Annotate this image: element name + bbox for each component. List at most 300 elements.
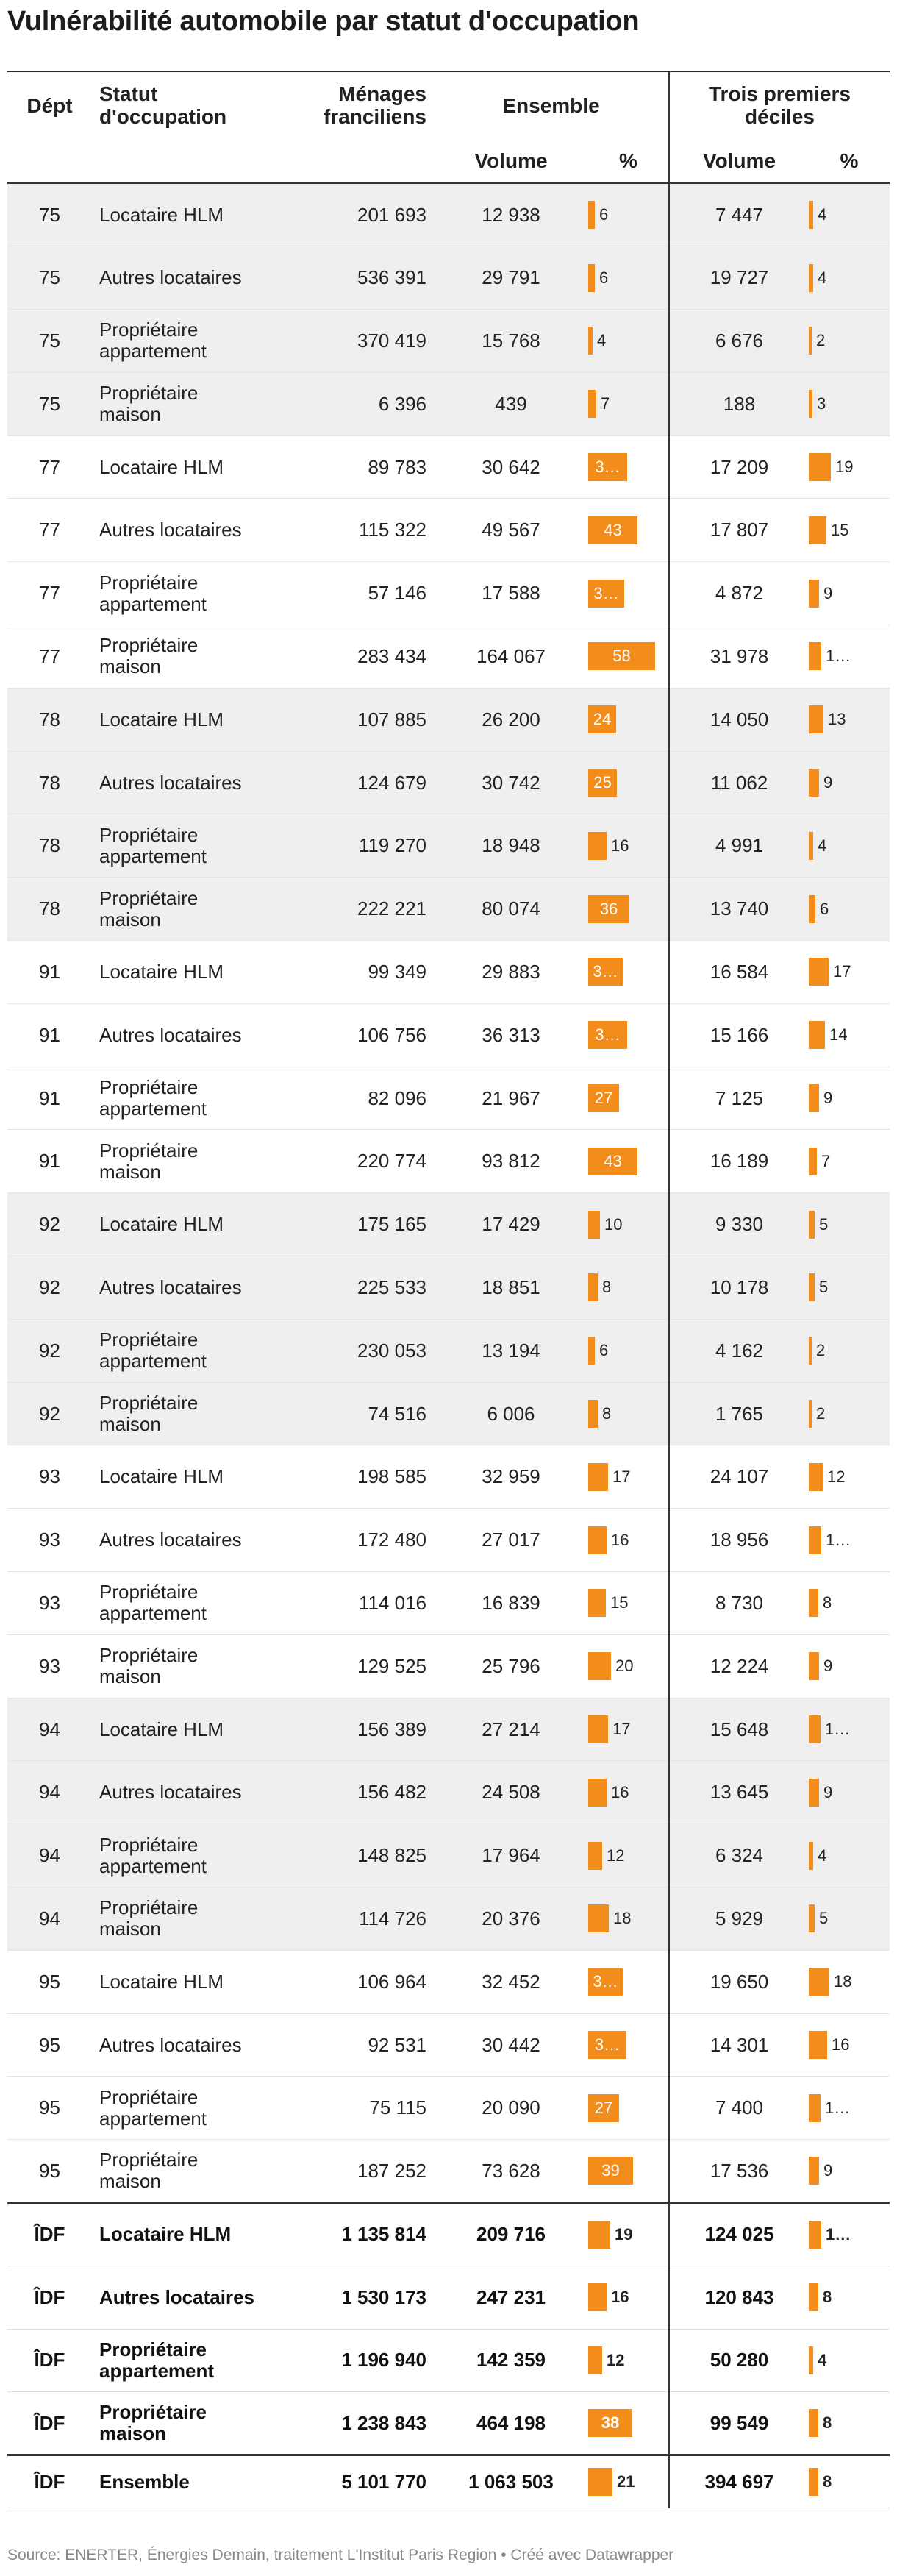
ensemble-volume-cell: 27 017 [434, 1509, 588, 1572]
dept-cell: 78 [7, 688, 92, 751]
deciles-volume-cell: 7 125 [669, 1067, 809, 1130]
table-row [7, 1130, 890, 1193]
dept-cell: 95 [7, 2077, 92, 2140]
deciles-bar [809, 958, 829, 986]
menages-cell: 119 270 [265, 814, 434, 878]
ensemble-bar-track [588, 1337, 664, 1365]
table-body [7, 183, 890, 2203]
chart-title: Vulnérabilité automobile par statut d'occupation [7, 6, 640, 37]
header-blank-1 [7, 138, 92, 183]
ensemble-bar [588, 264, 595, 292]
menages-cell: 6 396 [265, 372, 434, 435]
status-cell: Propriétaire maison [92, 1634, 265, 1698]
ensemble-bar [588, 2283, 607, 2311]
status-cell: Autres locataires [92, 1003, 265, 1067]
dept-cell: 94 [7, 1887, 92, 1951]
deciles-bar-track [809, 2031, 885, 2059]
deciles-pct-cell [809, 2013, 890, 2077]
deciles-volume-cell: 5 929 [669, 1887, 809, 1951]
ensemble-volume-cell: 36 313 [434, 1003, 588, 1067]
ensemble-bar-label: 3… [593, 583, 619, 602]
deciles-pct-cell [809, 878, 890, 941]
menages-cell: 156 389 [265, 1698, 434, 1761]
status-cell: Propriétaire appartement [92, 310, 265, 373]
table-row [7, 1698, 890, 1761]
menages-cell: 175 165 [265, 1193, 434, 1256]
ensemble-bar-track [588, 642, 664, 670]
dept-cell: 75 [7, 372, 92, 435]
deciles-pct-cell [809, 246, 890, 310]
ensemble-volume-cell: 30 642 [434, 435, 588, 499]
deciles-volume-cell: 394 697 [669, 2455, 809, 2508]
deciles-bar [809, 264, 813, 292]
header-dec-percent: % [809, 138, 890, 183]
status-cell: Propriétaire maison [92, 878, 265, 941]
ensemble-volume-cell: 18 948 [434, 814, 588, 878]
deciles-volume-cell: 11 062 [669, 751, 809, 814]
deciles-bar-label: 1… [826, 2224, 851, 2244]
menages-cell: 1 530 173 [265, 2266, 434, 2329]
ensemble-volume-cell: 17 588 [434, 562, 588, 625]
dept-cell: ÎDF [7, 2392, 92, 2455]
deciles-bar [809, 1273, 815, 1301]
ensemble-volume-cell: 18 851 [434, 1256, 588, 1320]
dept-cell: 93 [7, 1572, 92, 1635]
menages-cell: 283 434 [265, 625, 434, 689]
ensemble-bar-label: 6 [599, 268, 609, 287]
deciles-bar-track [809, 895, 885, 923]
dept-cell: ÎDF [7, 2266, 92, 2329]
table-row [7, 2392, 890, 2455]
ensemble-pct-cell [588, 1887, 669, 1951]
ensemble-bar-track [588, 1715, 664, 1743]
deciles-volume-cell: 15 166 [669, 1003, 809, 1067]
dept-cell: 91 [7, 941, 92, 1004]
ensemble-bar-track [588, 2346, 664, 2374]
deciles-volume-cell: 9 330 [669, 1193, 809, 1256]
ensemble-bar [588, 1652, 611, 1680]
header-ensemble: Ensemble [434, 71, 669, 138]
ensemble-bar-label: 10 [604, 1214, 623, 1234]
ensemble-bar-track [588, 1779, 664, 1807]
deciles-volume-cell: 7 400 [669, 2077, 809, 2140]
deciles-bar-track [809, 1084, 885, 1112]
table-row [7, 562, 890, 625]
deciles-bar [809, 1337, 812, 1365]
ensemble-bar [588, 1779, 607, 1807]
deciles-bar-track [809, 2094, 885, 2122]
dept-cell: 95 [7, 1950, 92, 2013]
deciles-bar-label: 4 [818, 205, 827, 224]
table-row [7, 2077, 890, 2140]
deciles-bar-label: 4 [818, 2350, 827, 2369]
deciles-pct-cell [809, 1509, 890, 1572]
menages-cell: 148 825 [265, 1824, 434, 1887]
deciles-volume-cell: 14 050 [669, 688, 809, 751]
ensemble-bar-track [588, 390, 664, 418]
ensemble-pct-cell [588, 1003, 669, 1067]
deciles-volume-cell: 99 549 [669, 2392, 809, 2455]
ensemble-pct-cell [588, 1256, 669, 1320]
ensemble-volume-cell: 25 796 [434, 1634, 588, 1698]
menages-cell: 75 115 [265, 2077, 434, 2140]
menages-cell: 92 531 [265, 2013, 434, 2077]
menages-cell: 536 391 [265, 246, 434, 310]
ensemble-bar [588, 327, 593, 355]
deciles-volume-cell: 4 162 [669, 1319, 809, 1382]
deciles-bar [809, 580, 819, 608]
ensemble-pct-cell [588, 2455, 669, 2508]
ensemble-pct-cell [588, 499, 669, 562]
deciles-pct-cell [809, 1698, 890, 1761]
ensemble-pct-cell [588, 1130, 669, 1193]
dept-cell: ÎDF [7, 2329, 92, 2392]
ensemble-pct-cell [588, 246, 669, 310]
deciles-bar [809, 1400, 812, 1428]
deciles-bar-label: 5 [819, 1214, 829, 1234]
menages-cell: 106 756 [265, 1003, 434, 1067]
menages-cell: 114 726 [265, 1887, 434, 1951]
menages-cell: 99 349 [265, 941, 434, 1004]
deciles-bar [809, 769, 819, 797]
status-cell: Autres locataires [92, 499, 265, 562]
deciles-bar-track [809, 1589, 885, 1617]
status-cell: Locataire HLM [92, 1445, 265, 1509]
deciles-bar-label: 2 [816, 331, 826, 350]
deciles-volume-cell: 17 807 [669, 499, 809, 562]
deciles-volume-cell: 124 025 [669, 2203, 809, 2266]
deciles-pct-cell [809, 814, 890, 878]
ensemble-bar [588, 2221, 610, 2249]
dept-cell: 93 [7, 1445, 92, 1509]
deciles-pct-cell [809, 1887, 890, 1951]
deciles-pct-cell [809, 1445, 890, 1509]
deciles-bar-track [809, 1904, 885, 1932]
ensemble-pct-cell [588, 1824, 669, 1887]
ensemble-volume-cell: 32 452 [434, 1950, 588, 2013]
ensemble-bar-label: 3… [595, 458, 621, 477]
deciles-bar-label: 9 [823, 1782, 833, 1801]
menages-cell: 1 196 940 [265, 2329, 434, 2392]
deciles-volume-cell: 4 991 [669, 814, 809, 878]
ensemble-volume-cell: 30 442 [434, 2013, 588, 2077]
ensemble-bar-track [588, 1652, 664, 1680]
deciles-bar [809, 516, 826, 544]
ensemble-bar-label: 58 [612, 647, 631, 666]
ensemble-volume-cell: 12 938 [434, 183, 588, 246]
ensemble-bar [588, 832, 607, 860]
deciles-bar-track [809, 453, 885, 481]
deciles-bar-track [809, 327, 885, 355]
deciles-volume-cell: 8 730 [669, 1572, 809, 1635]
ensemble-bar-label: 27 [594, 2098, 613, 2117]
deciles-bar [809, 2157, 819, 2185]
deciles-volume-cell: 19 727 [669, 246, 809, 310]
deciles-bar-track [809, 1842, 885, 1870]
deciles-bar-label: 7 [821, 1151, 831, 1170]
deciles-bar-label: 9 [823, 773, 833, 792]
deciles-pct-cell [809, 1382, 890, 1445]
table-row [7, 2140, 890, 2203]
ensemble-bar [588, 1589, 606, 1617]
ensemble-volume-cell: 20 376 [434, 1887, 588, 1951]
deciles-bar-track [809, 1652, 885, 1680]
deciles-bar [809, 1211, 815, 1239]
table-row [7, 1319, 890, 1382]
deciles-bar-label: 1… [825, 1720, 851, 1739]
source-note: Source: ENERTER, Énergies Demain, traitement L'Institut Paris Region • Créé avec Datawrapper [7, 2547, 674, 2563]
deciles-bar [809, 2468, 818, 2496]
ensemble-bar-label: 25 [593, 773, 612, 792]
ensemble-bar [588, 1273, 598, 1301]
deciles-bar-track [809, 264, 885, 292]
ensemble-volume-cell: 73 628 [434, 2140, 588, 2203]
deciles-bar-label: 4 [818, 1846, 827, 1865]
deciles-bar [809, 642, 821, 670]
deciles-pct-cell [809, 1193, 890, 1256]
table-row [7, 1761, 890, 1824]
menages-cell: 370 419 [265, 310, 434, 373]
deciles-bar-track [809, 2283, 885, 2311]
deciles-bar [809, 2346, 813, 2374]
ensemble-bar-label: 6 [599, 205, 609, 224]
status-cell: Propriétaire appartement [92, 814, 265, 878]
header-ens-percent: % [588, 138, 669, 183]
header-blank-3 [265, 138, 434, 183]
deciles-bar [809, 1652, 819, 1680]
deciles-bar-label: 18 [834, 1972, 852, 1991]
ensemble-bar-label: 12 [607, 1846, 625, 1865]
status-cell: Ensemble [92, 2455, 265, 2508]
deciles-pct-cell [809, 688, 890, 751]
deciles-bar-label: 19 [835, 458, 854, 477]
ensemble-pct-cell [588, 1572, 669, 1635]
deciles-bar-label: 8 [823, 1593, 832, 1612]
deciles-bar-track [809, 516, 885, 544]
ensemble-bar-track [588, 516, 664, 544]
deciles-bar-track [809, 2409, 885, 2437]
ensemble-volume-cell: 17 964 [434, 1824, 588, 1887]
dept-cell: 91 [7, 1067, 92, 1130]
deciles-bar-label: 16 [832, 2035, 850, 2054]
deciles-bar [809, 2221, 821, 2249]
menages-cell: 1 238 843 [265, 2392, 434, 2455]
deciles-bar-track [809, 580, 885, 608]
deciles-bar-track [809, 1211, 885, 1239]
ensemble-bar-track [588, 1148, 664, 1175]
dept-cell: 93 [7, 1634, 92, 1698]
menages-cell: 198 585 [265, 1445, 434, 1509]
deciles-bar-track [809, 2157, 885, 2185]
ensemble-bar-track [588, 958, 664, 986]
ensemble-bar-track [588, 1463, 664, 1491]
ensemble-bar-label: 38 [601, 2413, 620, 2433]
dept-cell: ÎDF [7, 2203, 92, 2266]
ensemble-bar-label: 39 [601, 2161, 620, 2180]
deciles-volume-cell: 13 740 [669, 878, 809, 941]
status-cell: Autres locataires [92, 1761, 265, 1824]
ensemble-bar-track [588, 580, 664, 608]
ensemble-pct-cell [588, 878, 669, 941]
ensemble-pct-cell [588, 2392, 669, 2455]
deciles-bar-track [809, 1400, 885, 1428]
deciles-volume-cell: 13 645 [669, 1761, 809, 1824]
table-row [7, 878, 890, 941]
deciles-bar-label: 2 [816, 1404, 826, 1423]
ensemble-bar-label: 17 [612, 1467, 631, 1486]
deciles-bar-track [809, 1715, 885, 1743]
status-cell: Propriétaire maison [92, 1130, 265, 1193]
ensemble-pct-cell [588, 372, 669, 435]
ensemble-bar [588, 1400, 598, 1428]
ensemble-pct-cell [588, 1634, 669, 1698]
status-cell: Locataire HLM [92, 941, 265, 1004]
table-row [7, 1950, 890, 2013]
ensemble-bar-track [588, 2031, 664, 2059]
dept-cell: 93 [7, 1509, 92, 1572]
deciles-bar [809, 705, 823, 733]
status-cell: Autres locataires [92, 751, 265, 814]
ensemble-pct-cell [588, 2329, 669, 2392]
status-cell: Locataire HLM [92, 1698, 265, 1761]
ensemble-bar-label: 3… [595, 1025, 621, 1045]
deciles-volume-cell: 24 107 [669, 1445, 809, 1509]
deciles-bar-label: 13 [828, 710, 846, 729]
ensemble-pct-cell [588, 625, 669, 689]
ensemble-volume-cell: 439 [434, 372, 588, 435]
table-row [7, 688, 890, 751]
dept-cell: 91 [7, 1130, 92, 1193]
table-row [7, 1824, 890, 1887]
dept-cell: 92 [7, 1193, 92, 1256]
deciles-volume-cell: 16 189 [669, 1130, 809, 1193]
ensemble-bar-label: 4 [597, 331, 607, 350]
ensemble-bar [588, 1211, 600, 1239]
status-cell: Locataire HLM [92, 2203, 265, 2266]
deciles-pct-cell [809, 1634, 890, 1698]
table-row [7, 372, 890, 435]
deciles-volume-cell: 50 280 [669, 2329, 809, 2392]
ensemble-bar [588, 1463, 608, 1491]
deciles-pct-cell [809, 2266, 890, 2329]
menages-cell: 1 135 814 [265, 2203, 434, 2266]
deciles-bar-track [809, 2468, 885, 2496]
ensemble-bar-label: 43 [604, 1151, 622, 1170]
deciles-volume-cell: 10 178 [669, 1256, 809, 1320]
table-summary [7, 2203, 890, 2508]
ensemble-volume-cell: 464 198 [434, 2392, 588, 2455]
ensemble-bar-label: 20 [615, 1657, 634, 1676]
ensemble-bar-label: 43 [604, 520, 622, 539]
deciles-volume-cell: 1 765 [669, 1382, 809, 1445]
ensemble-bar-label: 19 [615, 2224, 633, 2244]
deciles-bar-label: 8 [823, 2288, 832, 2307]
status-cell: Locataire HLM [92, 1950, 265, 2013]
menages-cell: 172 480 [265, 1509, 434, 1572]
dept-cell: 91 [7, 1003, 92, 1067]
table-row [7, 2203, 890, 2266]
deciles-volume-cell: 17 536 [669, 2140, 809, 2203]
ensemble-pct-cell [588, 1509, 669, 1572]
ensemble-volume-cell: 20 090 [434, 2077, 588, 2140]
ensemble-pct-cell [588, 2013, 669, 2077]
table-row [7, 1067, 890, 1130]
deciles-bar-track [809, 390, 885, 418]
deciles-bar-label: 4 [818, 268, 827, 287]
ensemble-bar-track [588, 453, 664, 481]
ensemble-volume-cell: 27 214 [434, 1698, 588, 1761]
deciles-bar [809, 1779, 819, 1807]
menages-cell: 187 252 [265, 2140, 434, 2203]
ensemble-volume-cell: 17 429 [434, 1193, 588, 1256]
ensemble-pct-cell [588, 183, 669, 246]
table-row [7, 183, 890, 246]
deciles-bar-track [809, 1273, 885, 1301]
status-cell: Propriétaire maison [92, 1887, 265, 1951]
deciles-pct-cell [809, 372, 890, 435]
deciles-pct-cell [809, 1950, 890, 2013]
ensemble-pct-cell [588, 1067, 669, 1130]
dept-cell: 94 [7, 1698, 92, 1761]
deciles-volume-cell: 6 324 [669, 1824, 809, 1887]
deciles-bar-track [809, 2346, 885, 2374]
ensemble-pct-cell [588, 2140, 669, 2203]
deciles-bar-label: 9 [823, 583, 833, 602]
deciles-bar-label: 1… [826, 1530, 851, 1549]
ensemble-bar-track [588, 769, 664, 797]
dept-cell: 77 [7, 625, 92, 689]
deciles-bar-label: 4 [818, 836, 827, 855]
menages-cell: 5 101 770 [265, 2455, 434, 2508]
deciles-bar [809, 201, 813, 229]
ensemble-bar-track [588, 1842, 664, 1870]
deciles-bar-label: 3 [817, 394, 826, 413]
deciles-pct-cell [809, 1319, 890, 1382]
ensemble-pct-cell [588, 1445, 669, 1509]
dept-cell: 92 [7, 1382, 92, 1445]
deciles-bar-track [809, 958, 885, 986]
ensemble-bar-label: 16 [611, 836, 629, 855]
deciles-pct-cell [809, 941, 890, 1004]
header-status: Statut d'occupation [92, 71, 265, 138]
ensemble-bar-label: 12 [607, 2350, 625, 2369]
ensemble-pct-cell [588, 751, 669, 814]
deciles-pct-cell [809, 1256, 890, 1320]
ensemble-bar [588, 1842, 602, 1870]
deciles-bar-track [809, 1968, 885, 1996]
ensemble-bar [588, 1904, 609, 1932]
status-cell: Propriétaire maison [92, 625, 265, 689]
deciles-bar-track [809, 2221, 885, 2249]
menages-cell: 220 774 [265, 1130, 434, 1193]
deciles-bar [809, 1904, 815, 1932]
ensemble-pct-cell [588, 1382, 669, 1445]
ensemble-pct-cell [588, 1193, 669, 1256]
table-row [7, 246, 890, 310]
ensemble-volume-cell: 142 359 [434, 2329, 588, 2392]
ensemble-bar-track [588, 201, 664, 229]
ensemble-volume-cell: 209 716 [434, 2203, 588, 2266]
status-cell: Propriétaire maison [92, 372, 265, 435]
deciles-bar [809, 832, 813, 860]
deciles-bar-track [809, 1337, 885, 1365]
ensemble-volume-cell: 26 200 [434, 688, 588, 751]
ensemble-bar-track [588, 1273, 664, 1301]
deciles-bar-track [809, 1526, 885, 1554]
ensemble-volume-cell: 93 812 [434, 1130, 588, 1193]
table-row [7, 310, 890, 373]
deciles-bar-track [809, 1779, 885, 1807]
